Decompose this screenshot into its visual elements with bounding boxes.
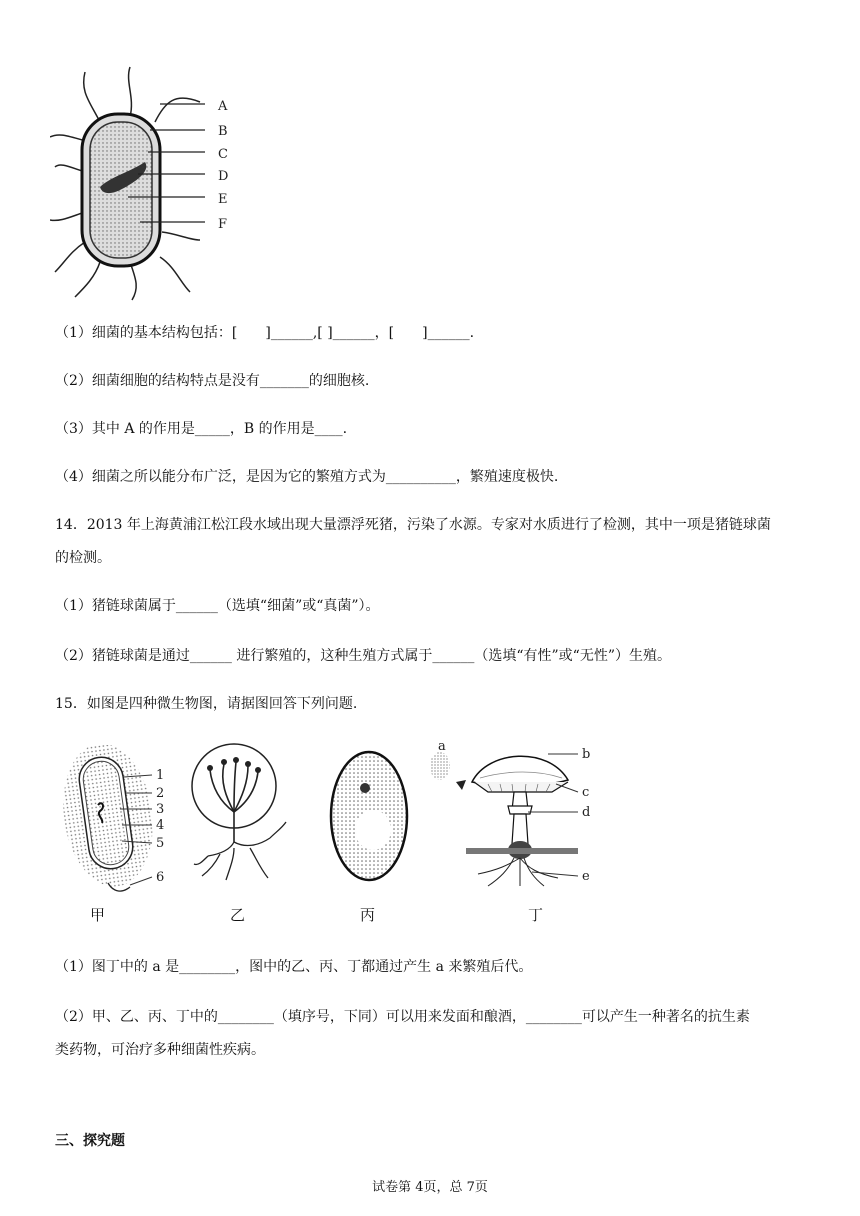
fig-jia-bacterium — [60, 745, 190, 905]
caption-bing: 丙 — [360, 906, 376, 924]
q13-sub4: （4）细菌之所以能分布广泛，是因为它的繁殖方式为__________，繁殖速度极快. — [55, 469, 559, 485]
jia-label-6: 6 — [156, 870, 165, 885]
fig1-label-c: C — [218, 147, 228, 162]
q14-sub1: （1）猪链球菌属于______（选填“细菌”或“真菌”）。 — [55, 598, 380, 614]
fig1-label-a: A — [218, 99, 228, 114]
section-title: 三、探究题 — [55, 1133, 125, 1149]
caption-yi: 乙 — [230, 906, 246, 924]
q13-sub3: （3）其中 A 的作用是_____，B 的作用是____. — [55, 421, 348, 437]
q14-stem-line1: 14．2013 年上海黄浦江松江段水域出现大量漂浮死猪，污染了水源。专家对水质进行了检测，其中一项是猪链球菌 — [55, 517, 771, 533]
page-footer: 试卷第 4页，总 7页 — [372, 1180, 488, 1195]
caption-ding: 丁 — [528, 906, 544, 924]
jia-label-4: 4 — [156, 818, 165, 833]
ding-label-a: a — [438, 740, 446, 754]
q15-stem: 15．如图是四种微生物图，请据图回答下列问题. — [55, 696, 358, 712]
q15-sub2-line2: 类药物，可治疗多种细菌性疾病。 — [55, 1042, 265, 1058]
fig1-label-b: B — [218, 124, 228, 139]
fig-yi-mold — [190, 742, 300, 892]
fig1-label-d: D — [218, 169, 229, 184]
fig-ding-mushroom — [428, 740, 608, 890]
q14-sub2: （2）猪链球菌是通过______ 进行繁殖的，这种生殖方式属于______（选填“有性”或“无性”）生殖。 — [55, 648, 671, 664]
bacterium-figure — [50, 62, 290, 302]
fig-bing-yeast — [325, 748, 415, 888]
jia-label-1: 1 — [156, 768, 165, 783]
q14-stem-line2: 的检测。 — [55, 550, 111, 566]
ding-label-d: d — [582, 805, 591, 820]
jia-label-5: 5 — [156, 836, 165, 851]
caption-jia: 甲 — [90, 906, 106, 924]
q15-sub1: （1）图丁中的 a 是________，图中的乙、丙、丁都通过产生 a 来繁殖后代。 — [55, 959, 533, 975]
fig1-label-f: F — [218, 217, 228, 232]
jia-label-3: 3 — [156, 802, 165, 817]
q13-sub1: （1）细菌的基本结构包括：[ ]______,[ ]______，[ ]______. — [55, 325, 475, 341]
q15-sub2-line1: （2）甲、乙、丙、丁中的________（填序号，下同）可以用来发面和酿酒，________可以产生一种著名的抗生素 — [55, 1009, 750, 1025]
q13-sub2: （2）细菌细胞的结构特点是没有_______的细胞核. — [55, 373, 370, 389]
ding-label-c: c — [582, 785, 590, 800]
ding-label-b: b — [582, 747, 591, 762]
jia-label-2: 2 — [156, 786, 165, 801]
fig1-label-e: E — [218, 192, 228, 207]
ding-label-e: e — [582, 869, 590, 884]
